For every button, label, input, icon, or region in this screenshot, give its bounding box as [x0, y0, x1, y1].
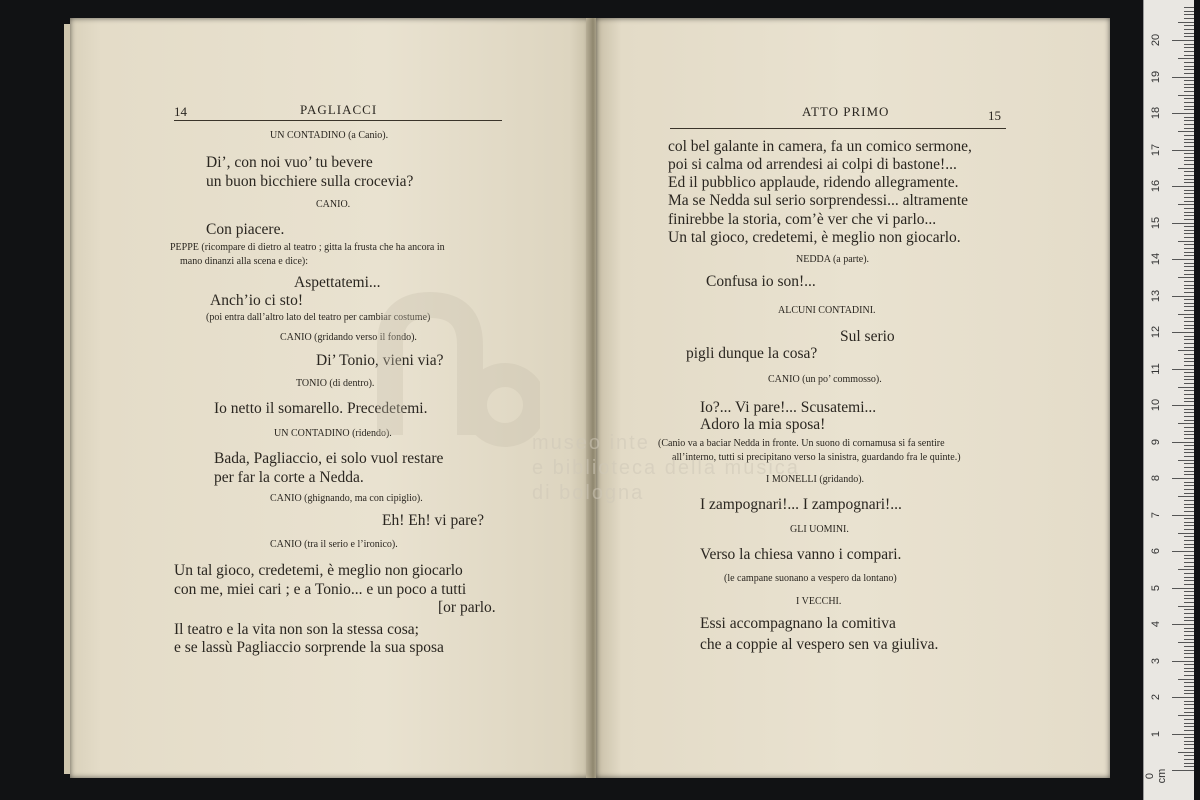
- ruler-number: 0 cm: [1144, 768, 1168, 784]
- verse-line: Anch’io ci sto!: [210, 292, 303, 309]
- ruler-tick: [1184, 712, 1194, 713]
- verse-line: Verso la chiesa vanno i compari.: [700, 546, 902, 563]
- ruler-tick: [1184, 128, 1194, 129]
- verse-line: Essi accompagnano la comitiva: [700, 615, 896, 632]
- ruler-tick: [1184, 493, 1194, 494]
- ruler-tick: [1184, 657, 1194, 658]
- ruler-tick: [1178, 131, 1194, 132]
- left-page-number: 14: [174, 104, 187, 119]
- ruler-tick: [1184, 84, 1194, 85]
- ruler-tick: [1184, 401, 1194, 402]
- speaker-cue: CANIO (un po’ commosso).: [768, 374, 882, 385]
- verse-line: Ma se Nedda sul serio sorprendessi... altramente: [668, 192, 969, 209]
- ruler-tick: [1172, 77, 1194, 78]
- watermark-line-2: e biblioteca della musica: [532, 457, 800, 479]
- ruler-tick: [1184, 766, 1194, 767]
- ruler-tick: [1184, 701, 1194, 702]
- ruler-tick: [1178, 387, 1194, 388]
- ruler-tick: [1184, 686, 1194, 687]
- verse-line: Eh! Eh! vi pare?: [382, 512, 484, 529]
- ruler-tick: [1184, 7, 1194, 8]
- ruler-tick: [1184, 281, 1194, 282]
- ruler-number: 16: [1150, 179, 1162, 193]
- ruler-tick: [1184, 489, 1194, 490]
- ruler-number: 17: [1150, 143, 1162, 156]
- ruler-tick: [1184, 361, 1194, 362]
- ruler-tick: [1184, 36, 1194, 37]
- ruler-tick: [1184, 252, 1194, 253]
- ruler-tick: [1184, 343, 1194, 344]
- ruler-tick: [1184, 365, 1194, 366]
- ruler-tick: [1184, 201, 1194, 202]
- verse-line: che a coppie al vespero sen va giuliva.: [700, 636, 939, 653]
- ruler-tick: [1184, 690, 1194, 691]
- ruler-tick: [1172, 661, 1194, 662]
- ruler-tick: [1184, 609, 1194, 610]
- ruler-tick: [1184, 303, 1194, 304]
- ruler-tick: [1178, 642, 1194, 643]
- ruler-number: 9: [1150, 438, 1162, 445]
- ruler-tick: [1184, 44, 1194, 45]
- ruler-tick: [1184, 91, 1194, 92]
- ruler-tick: [1184, 182, 1194, 183]
- left-running-head: PAGLIACCI: [300, 102, 378, 117]
- ruler-tick: [1184, 139, 1194, 140]
- ruler-tick: [1172, 588, 1194, 589]
- ruler-tick: [1178, 533, 1194, 534]
- ruler-tick: [1184, 525, 1194, 526]
- watermark-line-1: museo inte: [532, 432, 650, 454]
- ruler-tick: [1184, 628, 1194, 629]
- ruler-tick: [1184, 106, 1194, 107]
- ruler-tick: [1184, 190, 1194, 191]
- ruler-tick: [1184, 33, 1194, 34]
- ruler-tick: [1184, 347, 1194, 348]
- ruler-tick: [1184, 522, 1194, 523]
- ruler-tick: [1184, 14, 1194, 15]
- ruler-tick: [1184, 452, 1194, 453]
- ruler-tick: [1184, 124, 1194, 125]
- ruler-number: 2: [1150, 693, 1162, 701]
- ruler-tick: [1184, 471, 1194, 472]
- ruler-tick: [1184, 215, 1194, 216]
- ruler-tick: [1184, 394, 1194, 395]
- ruler-tick: [1184, 420, 1194, 421]
- ruler-tick: [1184, 102, 1194, 103]
- ruler-tick: [1178, 715, 1194, 716]
- ruler-number: 12: [1150, 325, 1162, 339]
- verse-line: per far la corte a Nedda.: [214, 469, 364, 486]
- ruler-tick: [1184, 328, 1194, 329]
- ruler-tick: [1184, 737, 1194, 738]
- ruler-tick: [1184, 358, 1194, 359]
- ruler-number: 19: [1150, 70, 1162, 83]
- ruler-tick: [1184, 463, 1194, 464]
- ruler-tick: [1184, 412, 1194, 413]
- ruler-tick: [1184, 117, 1194, 118]
- right-page-number: 15: [988, 108, 1001, 123]
- ruler-tick: [1178, 460, 1194, 461]
- verse-line: Aspettatemi...: [294, 274, 381, 291]
- verse-line: Di’, con noi vuo’ tu bevere: [206, 154, 373, 171]
- ruler-tick: [1184, 248, 1194, 249]
- ruler-tick: [1172, 515, 1194, 516]
- ruler-tick: [1184, 193, 1194, 194]
- ruler-tick: [1178, 496, 1194, 497]
- verse-line: poi si calma od arrendesi ai colpi di bastone!...: [668, 156, 957, 173]
- ruler-tick: [1184, 485, 1194, 486]
- ruler-tick: [1184, 18, 1194, 19]
- ruler-tick: [1184, 529, 1194, 530]
- ruler-number: 4: [1150, 620, 1162, 628]
- ruler-tick: [1172, 478, 1194, 479]
- ruler-tick: [1184, 409, 1194, 410]
- ruler-number: 20: [1150, 33, 1162, 47]
- ruler-tick: [1184, 671, 1194, 672]
- ruler-tick: [1184, 744, 1194, 745]
- ruler-tick: [1184, 730, 1194, 731]
- ruler-tick: [1184, 427, 1194, 428]
- ruler-tick: [1184, 573, 1194, 574]
- ruler-tick: [1184, 237, 1194, 238]
- ruler-tick: [1184, 518, 1194, 519]
- ruler-tick: [1184, 160, 1194, 161]
- ruler-number: 14: [1150, 252, 1162, 266]
- ruler-tick: [1184, 354, 1194, 355]
- verse-line: e se lassù Pagliaccio sorprende la sua sposa: [174, 639, 444, 656]
- ruler-tick: [1184, 708, 1194, 709]
- ruler-tick: [1184, 62, 1194, 63]
- ruler-tick: [1184, 390, 1194, 391]
- verse-line: con me, miei cari ; e a Tonio... e un poco a tutti: [174, 581, 467, 598]
- ruler-tick: [1184, 617, 1194, 618]
- ruler-number: 3: [1150, 657, 1162, 664]
- ruler-tick: [1172, 40, 1194, 41]
- ruler-tick: [1178, 569, 1194, 570]
- ruler-tick: [1184, 445, 1194, 446]
- ruler-tick: [1184, 274, 1194, 275]
- speaker-cue: CANIO (ghignando, ma con cipiglio).: [270, 493, 423, 504]
- ruler-tick: [1172, 296, 1194, 297]
- ruler-tick: [1184, 325, 1194, 326]
- ruler-tick: [1184, 540, 1194, 541]
- ruler-tick: [1184, 449, 1194, 450]
- ruler-tick: [1178, 22, 1194, 23]
- stage-direction: (poi entra dall’altro lato del teatro per cambiar costume): [206, 312, 431, 323]
- ruler-tick: [1178, 679, 1194, 680]
- ruler-tick: [1184, 270, 1194, 271]
- ruler-tick: [1184, 153, 1194, 154]
- stage-direction: (le campane suonano a vespero da lontano): [724, 573, 897, 584]
- stage-direction: PEPPE (ricompare di dietro al teatro ; gitta la frusta che ha ancora in: [170, 242, 445, 253]
- ruler-tick: [1184, 639, 1194, 640]
- ruler-tick: [1184, 51, 1194, 52]
- ruler-tick: [1184, 244, 1194, 245]
- ruler-tick: [1184, 544, 1194, 545]
- ruler-tick: [1184, 507, 1194, 508]
- ruler-tick: [1184, 536, 1194, 537]
- ruler-tick: [1184, 379, 1194, 380]
- ruler-tick: [1184, 726, 1194, 727]
- ruler-tick: [1172, 223, 1194, 224]
- ruler-tick: [1178, 241, 1194, 242]
- ruler-tick: [1184, 434, 1194, 435]
- verse-line: pigli dunque la cosa?: [686, 345, 818, 362]
- ruler-tick: [1184, 255, 1194, 256]
- museum-logo-watermark: [370, 285, 540, 455]
- ruler-tick: [1184, 25, 1194, 26]
- ruler-tick: [1184, 482, 1194, 483]
- ruler-tick: [1184, 336, 1194, 337]
- verse-line: Confusa io son!...: [706, 273, 816, 290]
- ruler-tick: [1184, 292, 1194, 293]
- measurement-ruler: [1143, 0, 1194, 800]
- ruler-tick: [1184, 73, 1194, 74]
- ruler-tick: [1184, 759, 1194, 760]
- ruler-tick: [1184, 668, 1194, 669]
- verse-line: Bada, Pagliaccio, ei solo vuol restare: [214, 450, 444, 467]
- speaker-cue: I MONELLI (gridando).: [766, 474, 865, 485]
- stage-direction: (Canio va a baciar Nedda in fronte. Un suono di cornamusa si fa sentire: [658, 438, 945, 449]
- ruler-tick: [1184, 142, 1194, 143]
- ruler-tick: [1184, 584, 1194, 585]
- verse-line: finirebbe la storia, com’è ver che vi parlo...: [668, 211, 937, 228]
- ruler-tick: [1184, 175, 1194, 176]
- ruler-tick: [1178, 204, 1194, 205]
- ruler-tick: [1184, 197, 1194, 198]
- verse-line: Di’ Tonio, vieni via?: [316, 352, 444, 369]
- ruler-number: 18: [1150, 106, 1162, 120]
- ruler-tick: [1184, 263, 1194, 264]
- ruler-tick: [1184, 719, 1194, 720]
- ruler-tick: [1172, 186, 1194, 187]
- ruler-tick: [1184, 474, 1194, 475]
- ruler-tick: [1172, 332, 1194, 333]
- ruler-tick: [1184, 467, 1194, 468]
- ruler-tick: [1184, 299, 1194, 300]
- ruler-tick: [1178, 423, 1194, 424]
- ruler-tick: [1184, 741, 1194, 742]
- ruler-tick: [1172, 259, 1194, 260]
- ruler-tick: [1184, 693, 1194, 694]
- ruler-tick: [1184, 285, 1194, 286]
- verse-line: un buon bicchiere sulla crocevia?: [206, 173, 414, 190]
- ruler-tick: [1184, 704, 1194, 705]
- ruler-tick: [1184, 179, 1194, 180]
- ruler-tick: [1184, 80, 1194, 81]
- speaker-cue: NEDDA (a parte).: [796, 254, 870, 265]
- ruler-tick: [1184, 212, 1194, 213]
- verse-line: Un tal gioco, credetemi, è meglio non giocarlo.: [668, 229, 961, 246]
- ruler-tick: [1184, 500, 1194, 501]
- ruler-tick: [1184, 723, 1194, 724]
- ruler-tick: [1184, 87, 1194, 88]
- ruler-tick: [1184, 595, 1194, 596]
- ruler-tick: [1184, 321, 1194, 322]
- ruler-tick: [1184, 675, 1194, 676]
- ruler-tick: [1184, 398, 1194, 399]
- ruler-tick: [1172, 551, 1194, 552]
- ruler-tick: [1184, 383, 1194, 384]
- ruler-number: 5: [1150, 584, 1162, 591]
- ruler-tick: [1184, 135, 1194, 136]
- ruler-tick: [1184, 646, 1194, 647]
- ruler-tick: [1184, 763, 1194, 764]
- ruler-tick: [1172, 369, 1194, 370]
- speaker-cue: CANIO (tra il serio e l’ironico).: [270, 539, 398, 550]
- ruler-tick: [1172, 442, 1194, 443]
- ruler-number: 6: [1150, 547, 1162, 555]
- ruler-tick: [1178, 350, 1194, 351]
- ruler-tick: [1172, 150, 1194, 151]
- ruler-tick: [1184, 226, 1194, 227]
- ruler-tick: [1184, 650, 1194, 651]
- ruler-tick: [1184, 306, 1194, 307]
- ruler-tick: [1184, 631, 1194, 632]
- ruler-tick: [1184, 555, 1194, 556]
- ruler-tick: [1184, 29, 1194, 30]
- ruler-tick: [1184, 208, 1194, 209]
- ruler-tick: [1184, 456, 1194, 457]
- ruler-tick: [1178, 277, 1194, 278]
- ruler-tick: [1184, 511, 1194, 512]
- ruler-tick: [1184, 219, 1194, 220]
- verse-line: Ed il pubblico applaude, ridendo allegramente.: [668, 174, 959, 191]
- ruler-tick: [1178, 168, 1194, 169]
- speaker-cue: ALCUNI CONTADINI.: [778, 305, 876, 316]
- ruler-tick: [1184, 230, 1194, 231]
- ruler-tick: [1184, 171, 1194, 172]
- ruler-tick: [1184, 755, 1194, 756]
- ruler-number: 13: [1150, 289, 1162, 302]
- ruler-number: 11: [1150, 362, 1162, 375]
- right-header-rule: [670, 128, 1006, 129]
- ruler-tick: [1184, 566, 1194, 567]
- speaker-cue: CANIO (gridando verso il fondo).: [280, 332, 417, 343]
- ruler-tick: [1184, 613, 1194, 614]
- ruler-tick: [1184, 635, 1194, 636]
- ruler-tick: [1172, 770, 1194, 771]
- ruler-tick: [1172, 624, 1194, 625]
- speaker-cue: GLI UOMINI.: [790, 524, 849, 535]
- ruler-tick: [1184, 504, 1194, 505]
- right-page: [596, 18, 1110, 778]
- ruler-tick: [1184, 372, 1194, 373]
- ruler-tick: [1184, 653, 1194, 654]
- ruler-tick: [1184, 66, 1194, 67]
- verse-line: Io netto il somarello. Precedetemi.: [214, 400, 428, 417]
- stage-direction: mano dinanzi alla scena e dice):: [180, 256, 308, 267]
- ruler-tick: [1184, 620, 1194, 621]
- speaker-cue: TONIO (di dentro).: [296, 378, 375, 389]
- ruler-tick: [1184, 682, 1194, 683]
- ruler-tick: [1184, 562, 1194, 563]
- ruler-number: 1: [1150, 730, 1162, 737]
- speaker-cue: CANIO.: [316, 199, 351, 210]
- stage-direction: all’interno, tutti si precipitano verso la sinistra, guardando fra le quinte.): [672, 452, 961, 463]
- ruler-tick: [1184, 339, 1194, 340]
- ruler-tick: [1184, 438, 1194, 439]
- ruler-tick: [1184, 146, 1194, 147]
- ruler-tick: [1184, 109, 1194, 110]
- ruler-tick: [1172, 734, 1194, 735]
- ruler-tick: [1178, 314, 1194, 315]
- ruler-tick: [1184, 233, 1194, 234]
- ruler-tick: [1178, 58, 1194, 59]
- ruler-tick: [1184, 591, 1194, 592]
- left-header-rule: [174, 120, 502, 121]
- ruler-tick: [1184, 266, 1194, 267]
- ruler-tick: [1184, 580, 1194, 581]
- ruler-tick: [1184, 120, 1194, 121]
- ruler-tick: [1184, 431, 1194, 432]
- watermark-line-3: di bologna: [532, 482, 645, 504]
- ruler-tick: [1178, 95, 1194, 96]
- right-running-head: ATTO PRIMO: [802, 104, 890, 119]
- ruler-tick: [1184, 547, 1194, 548]
- ruler-tick: [1184, 376, 1194, 377]
- ruler-number: 10: [1150, 398, 1162, 412]
- ruler-tick: [1184, 310, 1194, 311]
- verse-line: col bel galante in camera, fa un comico sermone,: [668, 138, 972, 155]
- ruler-tick: [1184, 664, 1194, 665]
- ruler-tick: [1184, 288, 1194, 289]
- verse-line: [or parlo.: [438, 599, 496, 616]
- verse-line: Il teatro e la vita non son la stessa cosa;: [174, 621, 419, 638]
- ruler-tick: [1184, 69, 1194, 70]
- speaker-cue: UN CONTADINO (a Canio).: [270, 130, 389, 141]
- ruler-tick: [1184, 98, 1194, 99]
- ruler-tick: [1184, 55, 1194, 56]
- ruler-tick: [1184, 416, 1194, 417]
- ruler-tick: [1184, 164, 1194, 165]
- verse-line: Io?... Vi pare!... Scusatemi...: [700, 399, 877, 416]
- ruler-tick: [1184, 157, 1194, 158]
- ruler-tick: [1172, 113, 1194, 114]
- speaker-cue: UN CONTADINO (ridendo).: [274, 428, 392, 439]
- verse-line: I zampognari!... I zampognari!...: [700, 496, 902, 513]
- ruler-tick: [1172, 697, 1194, 698]
- ruler-tick: [1184, 748, 1194, 749]
- ruler-tick: [1184, 11, 1194, 12]
- verse-line: Sul serio: [840, 328, 895, 345]
- ruler-number: 8: [1150, 474, 1162, 482]
- ruler-tick: [1178, 606, 1194, 607]
- ruler-tick: [1184, 577, 1194, 578]
- ruler-tick: [1184, 317, 1194, 318]
- ruler-number: 7: [1150, 511, 1162, 518]
- speaker-cue: I VECCHI.: [796, 596, 842, 607]
- ruler-tick: [1184, 602, 1194, 603]
- verse-line: Adoro la mia sposa!: [700, 416, 826, 433]
- ruler-tick: [1184, 598, 1194, 599]
- ruler-tick: [1184, 47, 1194, 48]
- ruler-tick: [1178, 752, 1194, 753]
- ruler-tick: [1172, 405, 1194, 406]
- verse-line: Un tal gioco, credetemi, è meglio non giocarlo: [174, 562, 463, 579]
- verse-line: Con piacere.: [206, 221, 285, 238]
- ruler-number: 15: [1150, 216, 1162, 229]
- ruler-tick: [1184, 558, 1194, 559]
